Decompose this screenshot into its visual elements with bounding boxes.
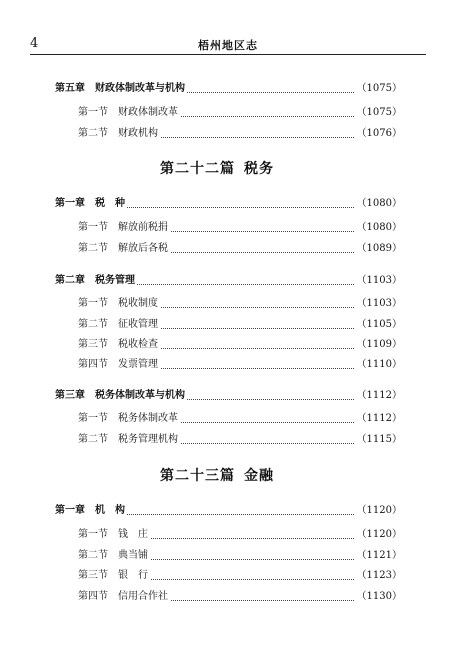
dot-leader: [130, 559, 370, 560]
toc-section-entry: [0, 337, 450, 353]
chapter-title: 第一章 机 构: [55, 503, 127, 519]
toc-section-entry: [0, 411, 450, 427]
toc-section-entry: [0, 432, 450, 448]
page-ref: （1109）: [355, 337, 402, 353]
toc-chapter-entry: [0, 503, 450, 519]
page-ref: （1103）: [355, 296, 402, 312]
section-title: 第一节 解放前税捐: [78, 220, 170, 236]
section-title: 第四节 发票管理: [78, 357, 160, 373]
page-ref: （1103）: [355, 273, 402, 289]
page-ref: （1115）: [355, 432, 402, 448]
dot-leader: [130, 307, 370, 308]
chapter-title: 第二章 税务管理: [55, 273, 137, 289]
page-ref: （1075）: [355, 105, 402, 121]
part-heading: [0, 158, 450, 180]
toc-section-entry: [0, 126, 450, 142]
toc-section-entry: [0, 357, 450, 373]
toc-section-entry: [0, 548, 450, 564]
page-ref: （1076）: [355, 126, 402, 142]
toc-chapter-entry: [0, 81, 450, 97]
page-ref: （1105）: [355, 317, 402, 333]
dot-leader: [110, 284, 370, 285]
part-number: 第二十二篇: [160, 161, 235, 177]
page-ref: （1080）: [355, 220, 402, 236]
dot-leader: [110, 207, 370, 208]
page-ref: （1120）: [355, 503, 402, 519]
toc-section-entry: [0, 568, 450, 584]
page-ref: （1110）: [355, 357, 402, 373]
page-ref: （1120）: [355, 527, 402, 543]
toc-section-entry: [0, 241, 450, 257]
dot-leader: [130, 328, 370, 329]
dot-leader: [110, 514, 370, 515]
toc-section-entry: [0, 589, 450, 605]
page-ref: （1112）: [355, 411, 402, 427]
page-ref: （1130）: [355, 589, 402, 605]
section-title: 第一节 税务体制改革: [78, 411, 180, 427]
running-title: 梧州地区志: [198, 39, 258, 52]
chapter-title: 第三章 税务体制改革与机构: [55, 388, 187, 404]
toc-section-entry: [0, 220, 450, 236]
toc-section-entry: [0, 527, 450, 543]
section-title: 第二节 财政机构: [78, 126, 160, 142]
page-ref: （1075）: [355, 81, 402, 97]
section-title: 第二节 税务管理机构: [78, 432, 180, 448]
section-title: 第二节 征收管理: [78, 317, 160, 333]
chapter-title: 第五章 财政体制改革与机构: [55, 81, 187, 97]
section-title: 第三节 税收检查: [78, 337, 160, 353]
section-title: 第二节 典当铺: [78, 548, 150, 564]
toc-section-entry: [0, 105, 450, 121]
chapter-title: 第一章 税 种: [55, 196, 127, 212]
toc-chapter-entry: [0, 388, 450, 404]
dot-leader: [130, 348, 370, 349]
dot-leader: [130, 368, 370, 369]
toc-chapter-entry: [0, 196, 450, 212]
page-ref: （1080）: [355, 196, 402, 212]
dot-leader: [130, 538, 370, 539]
section-title: 第四节 信用合作社: [78, 589, 170, 605]
page-number: 4: [30, 36, 39, 51]
part-heading: [0, 465, 450, 487]
section-title: 第二节 解放后各税: [78, 241, 170, 257]
part-name: 税务: [244, 161, 274, 177]
section-title: 第一节 税收制度: [78, 296, 160, 312]
section-title: 第三节 银 行: [78, 568, 150, 584]
dot-leader: [130, 137, 370, 138]
toc-chapter-entry: [0, 273, 450, 289]
part-name: 金融: [244, 468, 274, 484]
page-ref: （1123）: [355, 568, 402, 584]
page-ref: （1112）: [355, 388, 402, 404]
part-number: 第二十三篇: [160, 468, 235, 484]
dot-leader: [130, 579, 370, 580]
section-title: 第一节 财政体制改革: [78, 105, 180, 121]
toc-section-entry: [0, 317, 450, 333]
page-ref: （1121）: [355, 548, 402, 564]
toc-section-entry: [0, 296, 450, 312]
section-title: 第一节 钱 庄: [78, 527, 150, 543]
page-header: [30, 30, 426, 55]
page-ref: （1089）: [355, 241, 402, 257]
